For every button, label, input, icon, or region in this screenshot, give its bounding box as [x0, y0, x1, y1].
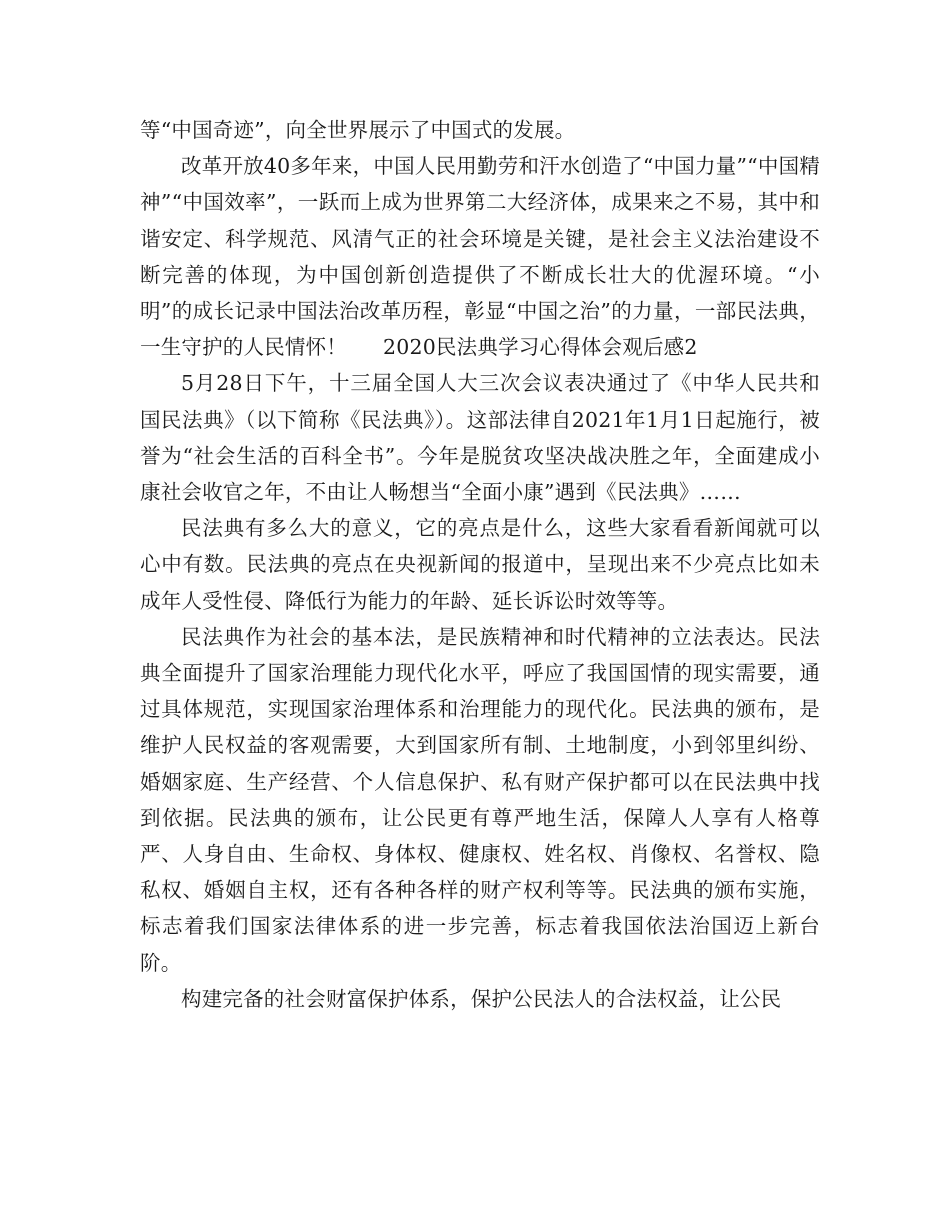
document-body: [140, 112, 820, 1017]
paragraph-2: [140, 148, 820, 365]
paragraph-2-text: 改革开放40多年来，中国人民用勤劳和汗水创造了“中国力量”“中国精神”“中国效率”，一跃而上成为世界第二大经济体，成果来之不易，其中和谐安定、科学规范、风清气正的社会环境是关键，是社会主义法治建设不断完善的体现，为中国创新创造提供了不断成长壮大的优渥环境。“小明”的成长记录中国法治改革历程，彰显“中国之治”的力量，一部民法典，一生守护的人民情怀！: [140, 154, 820, 360]
paragraph-1: 等“中国奇迹”，向全世界展示了中国式的发展。: [140, 118, 576, 142]
section-heading: 2020民法典学习心得体会观后感2: [383, 335, 698, 360]
paragraph-3: 5月28日下午，十三届全国人大三次会议表决通过了《中华人民共和国民法典》（以下简称《民法典》）。这部法律自2021年1月1日起施行，被誉为“社会生活的百科全书”。今年是脱贫攻坚决战决胜之年，全面建成小康社会收官之年，不由让人畅想当“全面小康”遇到《民法典》……: [140, 371, 820, 505]
paragraph-6: 构建完备的社会财富保护体系，保护公民法人的合法权益，让公民: [181, 986, 782, 1011]
paragraph-5: 民法典作为社会的基本法，是民族精神和时代精神的立法表达。民法典全面提升了国家治理能力现代化水平，呼应了我国国情的现实需要，通过具体规范，实现国家治理体系和治理能力的现代化。民法典的颁布，是维护人民权益的客观需要，大到国家所有制、土地制度，小到邻里纠纷、婚姻家庭、生产经营、个人信息保护、私有财产保护都可以在民法典中找到依据。民法典的颁布，让公民更有尊严地生活，保障人人享有人格尊严、人身自由、生命权、身体权、健康权、姓名权、肖像权、名誉权、隐私权、婚姻自主权，还有各种各样的财产权利等等。民法典的颁布实施，标志着我们国家法律体系的进一步完善，标志着我国依法治国迈上新台阶。: [140, 624, 820, 975]
paragraph-4: 民法典有多么大的意义，它的亮点是什么，这些大家看看新闻就可以心中有数。民法典的亮点在央视新闻的报道中，呈现出来不少亮点比如未成年人受性侵、降低行为能力的年龄、延长诉讼时效等等。: [140, 516, 820, 613]
